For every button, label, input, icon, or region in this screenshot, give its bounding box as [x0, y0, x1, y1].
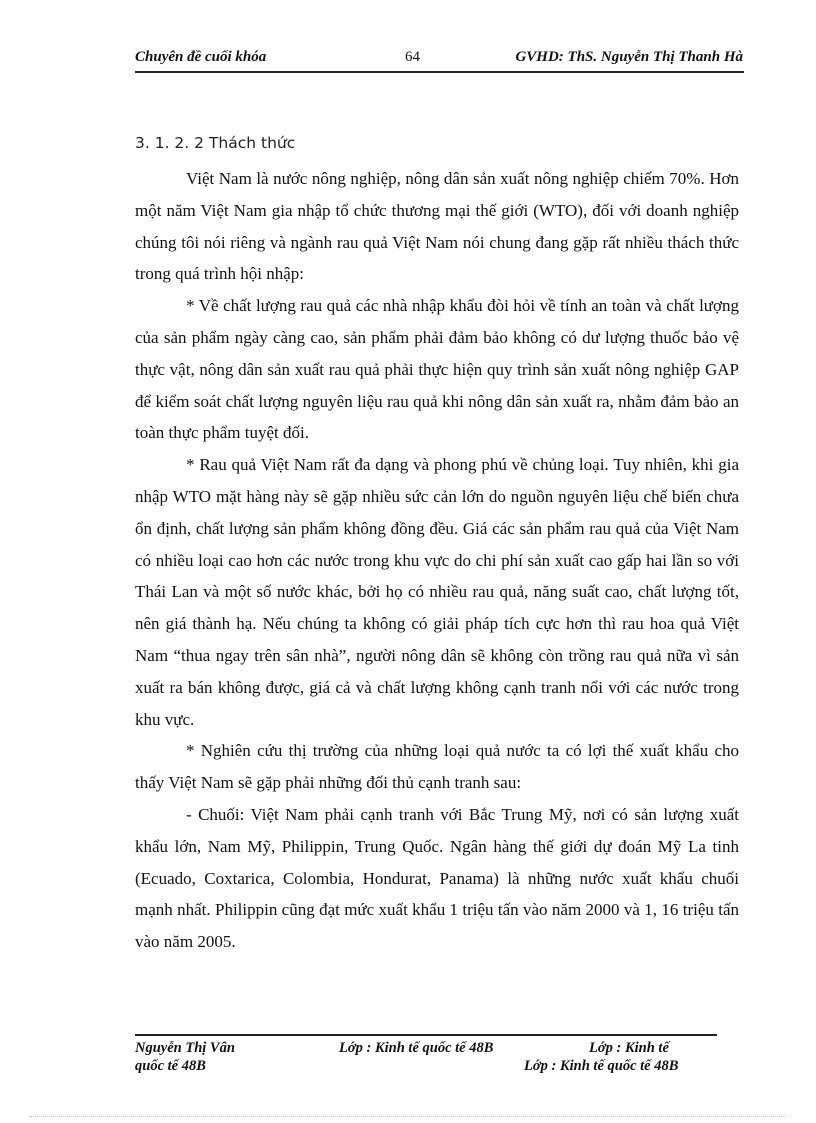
footer-divider — [135, 1034, 717, 1036]
page-edge-divider — [30, 1116, 786, 1117]
header-supervisor: GVHD: ThS. Nguyễn Thị Thanh Hà — [515, 49, 743, 65]
page-header — [135, 49, 743, 71]
paragraph: * Rau quả Việt Nam rất đa dạng và phong phú về chủng loại. Tuy nhiên, khi gia nhập WTO mặt hàng này sẽ gặp nhiều sức cản lớn do nguồn nguyên liệu chế biến chưa ổn định, chất lượng sản phẩm không đồng đều. Giá các sản phẩm rau quả của Việt Nam có nhiều loại cao hơn các nước trong khu vực do chi phí sản xuất cao gấp hai lần so với Thái Lan và một số nước khác, bởi họ có nhiều rau quả, năng suất cao, chất lượng tốt, nên giá thành hạ. Nếu chúng ta không có giải pháp tích cực hơn thì rau hoa quả Việt Nam “thua ngay trên sân nhà”, người nông dân sẽ không còn trồng rau quả nữa vì sản xuất ra bán không được, giá cả và chất lượng không cạnh tranh nổi với các nước trong khu vực. — [135, 455, 739, 729]
paragraph: - Chuối: Việt Nam phải cạnh tranh với Bắc Trung Mỹ, nơi có sản lượng xuất khẩu lớn, Nam Mỹ, Philippin, Trung Quốc. Ngân hàng thế giới dự đoán Mỹ La tinh (Ecuado, Coxtarica, Colombia, Hondurat, Panama) là những nước xuất khẩu chuối mạnh nhất. Philippin cũng đạt mức xuất khẩu 1 triệu tấn vào năm 2000 và 1, 16 triệu tấn vào năm 2005. — [135, 804, 739, 952]
paragraph: * Nghiên cứu thị trường của những loại quả nước ta có lợi thế xuất khẩu cho thấy Việt Nam sẽ gặp phải những đối thủ cạnh tranh sau: — [135, 741, 739, 793]
footer-class-continuation: quốc tế 48B — [135, 1058, 206, 1074]
footer-class: Lớp : Kinh tế quốc tế 48B — [524, 1058, 679, 1074]
footer-class: Lớp : Kinh tế quốc tế 48B — [339, 1040, 494, 1056]
header-divider — [135, 71, 744, 73]
header-document-title: Chuyên đề cuối khóa — [135, 49, 267, 65]
page-footer — [135, 1040, 735, 1080]
body-text — [135, 163, 739, 958]
footer-author: Nguyễn Thị Vân — [135, 1040, 235, 1056]
paragraph: * Về chất lượng rau quả các nhà nhập khẩu đòi hỏi về tính an toàn và chất lượng của sản phẩm ngày càng cao, sản phẩm phải đảm bảo không có dư lượng thuốc bảo vệ thực vật, nông dân sản xuất rau quả phải thực hiện quy trình sản xuất nông nghiệp GAP để kiểm soát chất lượng nguyên liệu rau quả khi nông dân sản xuất ra, nhằm đảm bảo an toàn thực phẩm tuyệt đối. — [135, 296, 739, 443]
page-number: 64 — [405, 49, 420, 65]
section-title: 3. 1. 2. 2 Thách thức — [135, 134, 296, 152]
paragraph: Việt Nam là nước nông nghiệp, nông dân sản xuất nông nghiệp chiếm 70%. Hơn một năm Việt Nam gia nhập tổ chức thương mại thế giới (WTO), đối với doanh nghiệp chúng tôi nói riêng và ngành rau quả Việt Nam nói chung đang gặp rất nhiều thách thức trong quá trình hội nhập: — [135, 169, 739, 284]
footer-class: Lớp : Kinh tế — [589, 1040, 669, 1056]
